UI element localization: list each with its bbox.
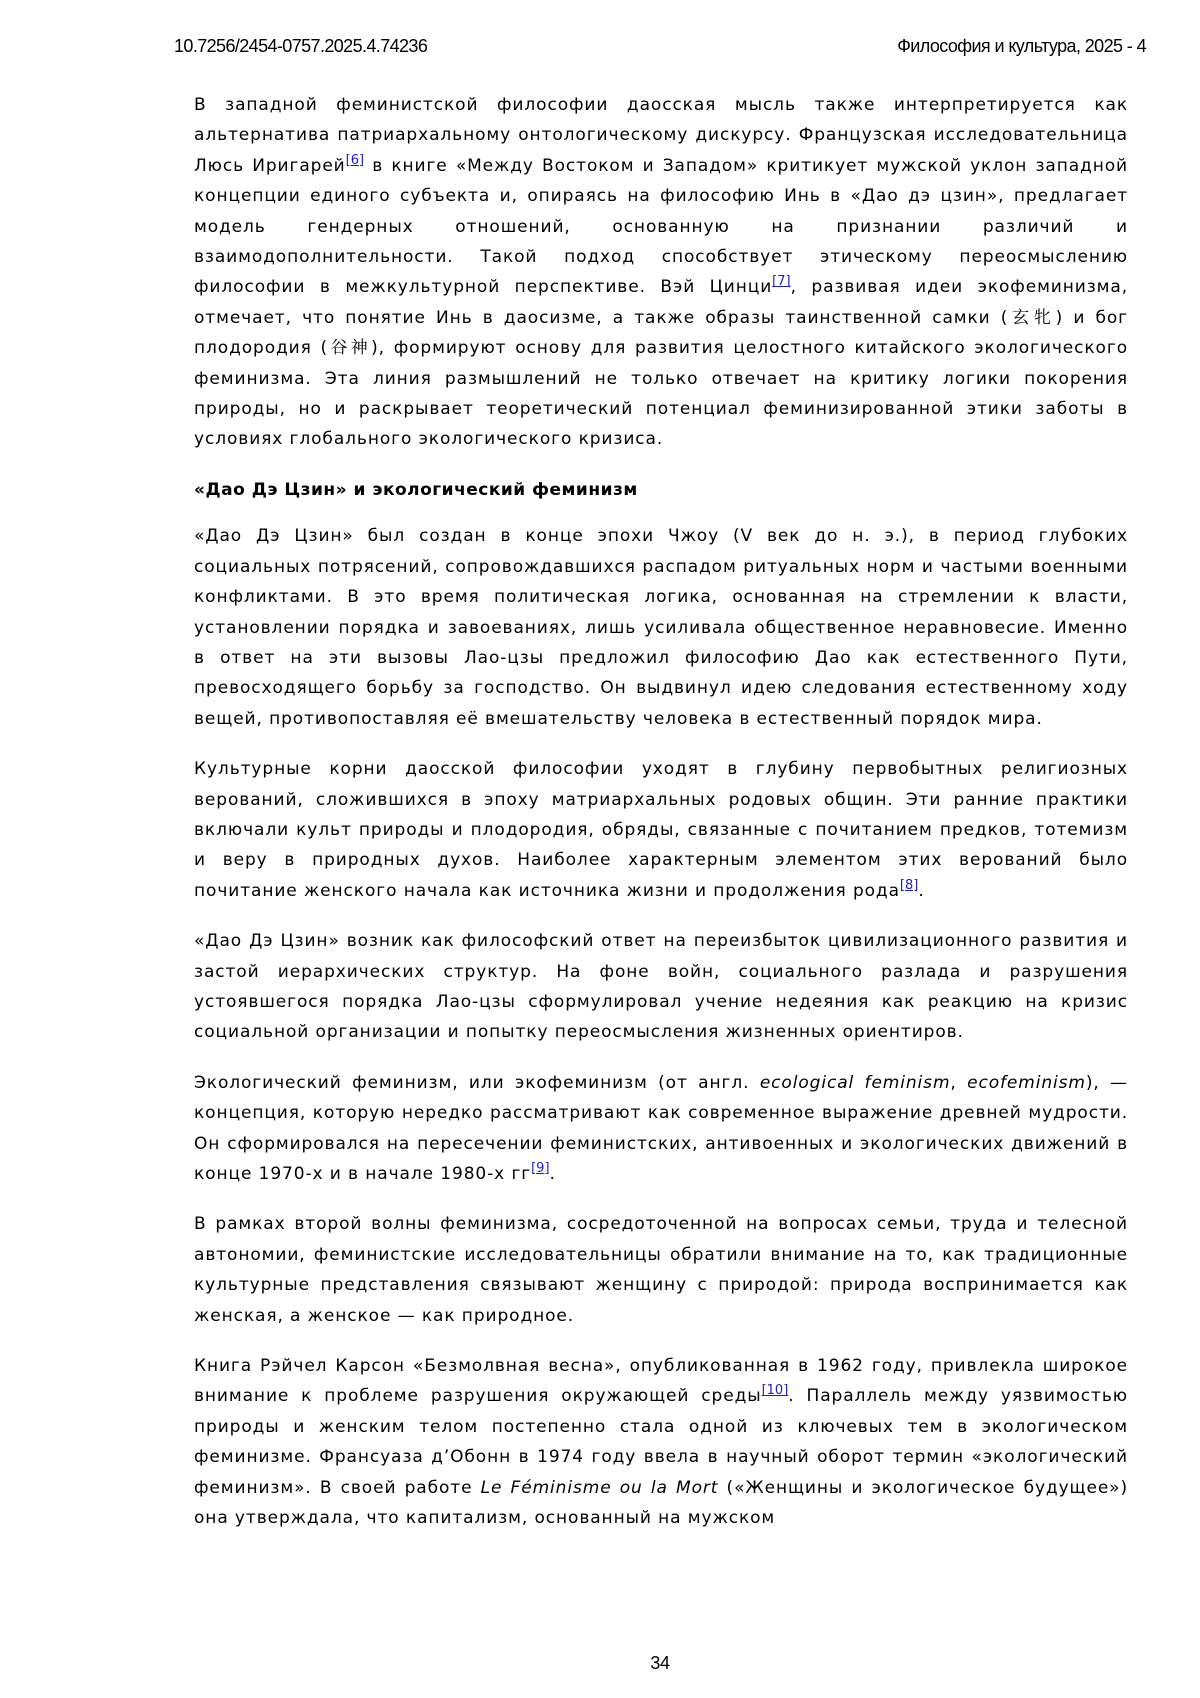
paragraph-text: в книге «Между Востоком и Западом» критикует мужской уклон западной концепции единого субъекта и, опираясь на философию Инь в «Дао дэ цзин», предлагает модель гендерных отношений, основанную на признании различий и взаимодополнительности. Такой подход способствует этическому переосмыслению философии в межкультурной перспективе. Вэй Цинци [194, 155, 1128, 298]
paragraph-text: . [549, 1164, 556, 1184]
article-body [194, 90, 1128, 1533]
footnote-link[interactable]: [6] [345, 152, 365, 168]
footnote-ref-8[interactable] [900, 878, 918, 893]
paragraph-text: В западной феминистской философии даосская мысль также интерпретируется как альтернатива патриархальному онтологическому дискурсу. Французская исследовательница Люсь Иригарей [194, 95, 1128, 176]
paragraph-cultural-roots [194, 754, 1128, 906]
footnote-link[interactable]: [9] [531, 1161, 550, 1176]
paragraph-text: Экологический феминизм, или экофеминизм (от англ. [194, 1072, 760, 1093]
footnote-ref-10[interactable] [762, 1383, 789, 1398]
section-heading: «Дао Дэ Цзин» и экологический феминизм [194, 479, 638, 500]
paragraph-ecofeminism-definition [194, 1068, 1128, 1190]
term-english: ecofeminism [967, 1072, 1086, 1093]
page-number: 34 [650, 1653, 670, 1673]
paragraph-text: . [918, 880, 925, 901]
doi-label: 10.7256/2454-0757.2025.4.74236 [174, 36, 428, 56]
footnote-ref-6[interactable] [346, 153, 364, 168]
footnote-ref-7[interactable] [772, 274, 790, 289]
paragraph-text: («Женщины и экологическое будущее») она утверждала, что капитализм, основанный на мужском [194, 1477, 1129, 1529]
paragraph-text: . Параллель между уязвимостью природы и женским телом постепенно стала одной из ключевых тем в экологическом феминизме. Франсуаза д’Обонн в 1974 году ввела в научный оборот термин «экологический феминизм». В своей работе [194, 1386, 1128, 1498]
paragraph-text: , развивая идеи экофеминизма, отмечает, что понятие Инь в даосизме, а также образы таинственной самки (玄牝) и бог плодородия (谷神), формируют основу для развития целостного китайского экологического феминизма. Эта линия размышлений не только отвечает на критику логики покорения природы, но и раскрывает теоретический потенциал феминизированной этики заботы в условиях глобального экологического кризиса. [194, 277, 1129, 450]
footnote-link[interactable]: [7] [772, 274, 791, 290]
paragraph-text: Книга Рэйчел Карсон «Безмолвная весна», опубликованная в 1962 году, привлекла широкое внимание к проблеме разрушения окружающей среды [194, 1356, 1128, 1407]
paragraph-second-wave: В рамках второй волны феминизма, сосредоточенной на вопросах семьи, труда и телесной автономии, феминистские исследовательницы обратили внимание на то, как традиционные культурные представления связывают женщину с природой: природа воспринимается как женская, а женское — как природное. [194, 1214, 1128, 1326]
paragraph-carson [194, 1351, 1128, 1533]
paragraph-philosophical-response: «Дао Дэ Цзин» возник как философский ответ на переизбыток цивилизационного развития и застой иерархических структур. На фоне войн, социального разлада и разрушения устоявшегося порядка Лао-цзы сформулировал учение недеяния как реакцию на кризис социальной организации и попытку переосмысления жизненных ориентиров. [194, 931, 1128, 1043]
footnote-link[interactable]: [8] [899, 877, 919, 893]
page-header [174, 36, 1146, 60]
footnote-link[interactable]: [10] [761, 1383, 789, 1399]
paragraph-text: , [950, 1072, 968, 1093]
book-title: Le Féminisme ou la Mort [480, 1477, 719, 1498]
paragraph-text: ), — концепция, которую нередко рассматривают как современное выражение древней мудрости. Он сформировался на пересечении феминистских, антивоенных и экологических движений в конце 1970-х и в начале 1980-х гг [194, 1072, 1128, 1184]
paragraph-western-feminism [194, 90, 1128, 455]
footnote-ref-9[interactable] [531, 1161, 549, 1176]
term-english: ecological feminism [759, 1072, 951, 1093]
journal-title: Философия и культура, 2025 - 4 [897, 36, 1146, 56]
paragraph-zhou-era: «Дао Дэ Цзин» был создан в конце эпохи Чжоу (V век до н. э.), в период глубоких социальных потрясений, сопровождавшихся распадом ритуальных норм и частыми военными конфликтами. В это время политическая логика, основанная на стремлении к власти, установлении порядка и завоеваниях, лишь усиливала общественное неравновесие. Именно в ответ на эти вызовы Лао-цзы предложил философию Дао как естественного Пути, превосходящего борьбу за господство. Он выдвинул идею следования естественному ходу вещей, противопоставляя её вмешательству человека в естественный порядок мира. [194, 526, 1128, 729]
paragraph-text: Культурные корни даосской философии уходят в глубину первобытных религиозных верований, сложившихся в эпоху матриархальных родовых общин. Эти ранние практики включали культ природы и плодородия, обряды, связанные с почитанием предков, тотемизм и веру в природных духов. Наиболее характерным элементом этих верований было почитание женского начала как источника жизни и продолжения рода [194, 759, 1128, 901]
